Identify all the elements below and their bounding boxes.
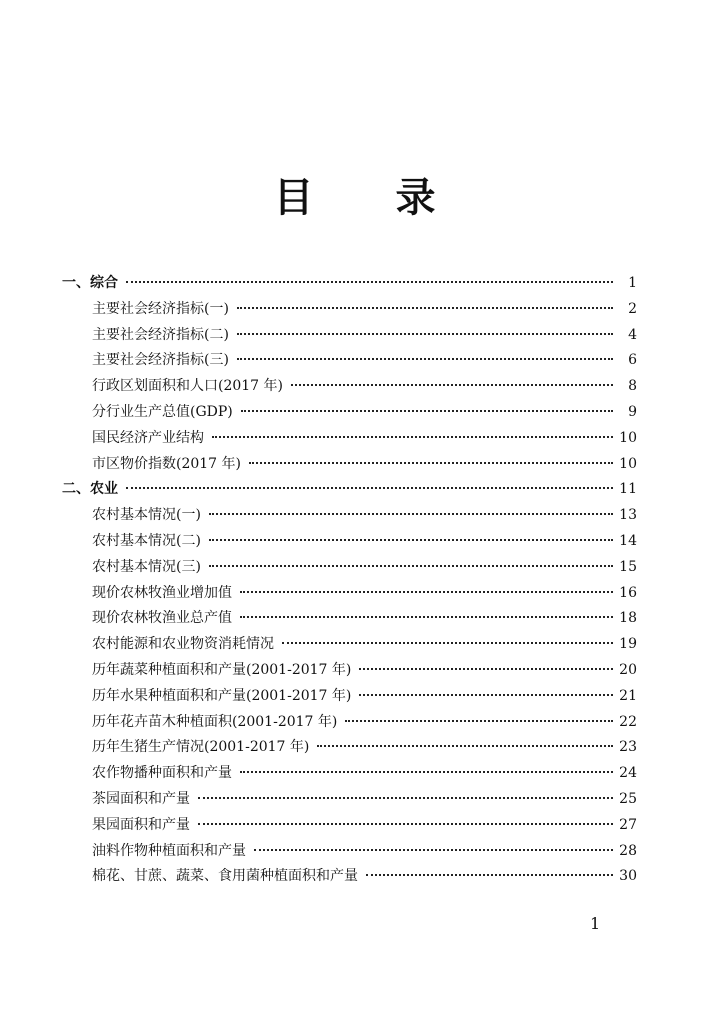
toc-entry-row[interactable] <box>62 581 637 607</box>
table-of-contents <box>62 271 637 890</box>
toc-entry-row[interactable] <box>62 839 637 865</box>
toc-entry-row[interactable] <box>62 735 637 761</box>
toc-page-number: 6 <box>628 352 637 369</box>
toc-entry-row[interactable] <box>62 297 637 323</box>
toc-entry-row[interactable] <box>62 813 637 839</box>
toc-page-number: 10 <box>619 429 637 446</box>
toc-page-number: 1 <box>628 275 637 291</box>
dot-leader <box>249 462 613 464</box>
dot-leader <box>237 333 613 335</box>
toc-entry-label: 历年花卉苗木种植面积(2001-2017 年) <box>92 713 338 730</box>
toc-entry-label: 农村基本情况(二) <box>92 532 201 549</box>
toc-page-number: 30 <box>619 868 637 885</box>
toc-entry-row[interactable] <box>62 787 637 813</box>
dot-leader <box>198 797 613 799</box>
toc-entry-label: 主要社会经济指标(三) <box>92 352 229 369</box>
dot-leader <box>126 487 613 489</box>
toc-page-number: 22 <box>619 713 637 730</box>
toc-entry-row[interactable] <box>62 529 637 555</box>
dot-leader <box>237 307 613 309</box>
toc-page-number: 20 <box>619 661 637 678</box>
toc-entry-label: 果园面积和产量 <box>92 816 190 833</box>
toc-page-number: 21 <box>619 687 637 704</box>
toc-entry-label: 现价农林牧渔业总产值 <box>92 610 232 627</box>
dot-leader <box>366 874 613 876</box>
dot-leader <box>237 358 613 360</box>
toc-entry-row[interactable] <box>62 555 637 581</box>
dot-leader <box>240 616 613 618</box>
toc-page-number: 13 <box>619 507 637 524</box>
dot-leader <box>317 745 613 747</box>
toc-page-number: 25 <box>619 790 637 807</box>
toc-entry-row[interactable] <box>62 864 637 890</box>
dot-leader <box>209 565 613 567</box>
page-title: 目 录 <box>273 174 470 221</box>
toc-page-number: 27 <box>619 816 637 833</box>
toc-entry-row[interactable] <box>62 658 637 684</box>
toc-page-number: 14 <box>619 532 637 549</box>
toc-entry-label: 历年蔬菜种植面积和产量(2001-2017 年) <box>92 661 352 678</box>
toc-entry-label: 农村能源和农业物资消耗情况 <box>92 636 274 653</box>
dot-leader <box>345 720 613 722</box>
toc-entry-row[interactable] <box>62 452 637 478</box>
toc-entry-label: 油料作物种植面积和产量 <box>92 842 246 859</box>
toc-page-number: 10 <box>619 455 637 472</box>
toc-entry-label: 历年生猪生产情况(2001-2017 年) <box>92 739 310 756</box>
toc-entry-row[interactable] <box>62 426 637 452</box>
dot-leader <box>209 513 613 515</box>
toc-entry-label: 棉花、甘蔗、蔬菜、食用菌种植面积和产量 <box>92 868 358 885</box>
dot-leader <box>254 849 613 851</box>
toc-entry-label: 农村基本情况(一) <box>92 507 201 524</box>
toc-entry-label: 主要社会经济指标(一) <box>92 300 229 317</box>
dot-leader <box>291 384 613 386</box>
toc-entry-label: 市区物价指数(2017 年) <box>92 455 242 472</box>
toc-entry-row[interactable] <box>62 348 637 374</box>
dot-leader <box>241 410 613 412</box>
dot-leader <box>209 539 613 541</box>
dot-leader <box>240 771 613 773</box>
toc-section-row[interactable] <box>62 271 637 297</box>
dot-leader <box>240 591 613 593</box>
toc-entry-label: 国民经济产业结构 <box>92 429 204 446</box>
toc-page-number: 18 <box>619 610 637 627</box>
toc-page-number: 2 <box>628 300 637 317</box>
toc-entry-row[interactable] <box>62 400 637 426</box>
toc-entry-row[interactable] <box>62 323 637 349</box>
toc-entry-label: 现价农林牧渔业增加值 <box>92 584 232 601</box>
toc-page-number: 11 <box>619 481 637 498</box>
toc-page-number: 23 <box>619 739 637 756</box>
dot-leader <box>126 281 613 283</box>
toc-entry-label: 历年水果种植面积和产量(2001-2017 年) <box>92 687 352 704</box>
toc-page-number: 4 <box>628 326 637 343</box>
toc-page-number: 8 <box>628 378 637 395</box>
toc-entry-row[interactable] <box>62 606 637 632</box>
toc-entry-label: 主要社会经济指标(二) <box>92 326 229 343</box>
toc-page-number: 15 <box>619 558 637 575</box>
toc-page-number: 28 <box>619 842 637 859</box>
toc-entry-label: 行政区划面积和人口(2017 年) <box>92 378 284 395</box>
dot-leader <box>198 823 613 825</box>
dot-leader <box>359 694 613 696</box>
toc-entry-row[interactable] <box>62 684 637 710</box>
toc-entry-row[interactable] <box>62 632 637 658</box>
toc-entry-row[interactable] <box>62 503 637 529</box>
toc-section-row[interactable] <box>62 477 637 503</box>
toc-entry-label: 茶园面积和产量 <box>92 790 190 807</box>
dot-leader <box>282 642 613 644</box>
dot-leader <box>212 436 613 438</box>
toc-entry-label: 农作物播种面积和产量 <box>92 765 232 782</box>
toc-entry-label: 农村基本情况(三) <box>92 558 201 575</box>
toc-entry-row[interactable] <box>62 710 637 736</box>
toc-entry-row[interactable] <box>62 374 637 400</box>
dot-leader <box>359 668 613 670</box>
toc-page-number: 24 <box>619 765 637 782</box>
toc-section-label: 二、农业 <box>62 481 118 498</box>
toc-page-number: 16 <box>619 584 637 601</box>
toc-page-number: 9 <box>628 403 637 420</box>
toc-section-label: 一、综合 <box>62 275 118 291</box>
toc-entry-label: 分行业生产总值(GDP) <box>92 403 233 420</box>
footer-page-number: 1 <box>590 914 601 933</box>
toc-entry-row[interactable] <box>62 761 637 787</box>
toc-page-number: 19 <box>619 636 637 653</box>
